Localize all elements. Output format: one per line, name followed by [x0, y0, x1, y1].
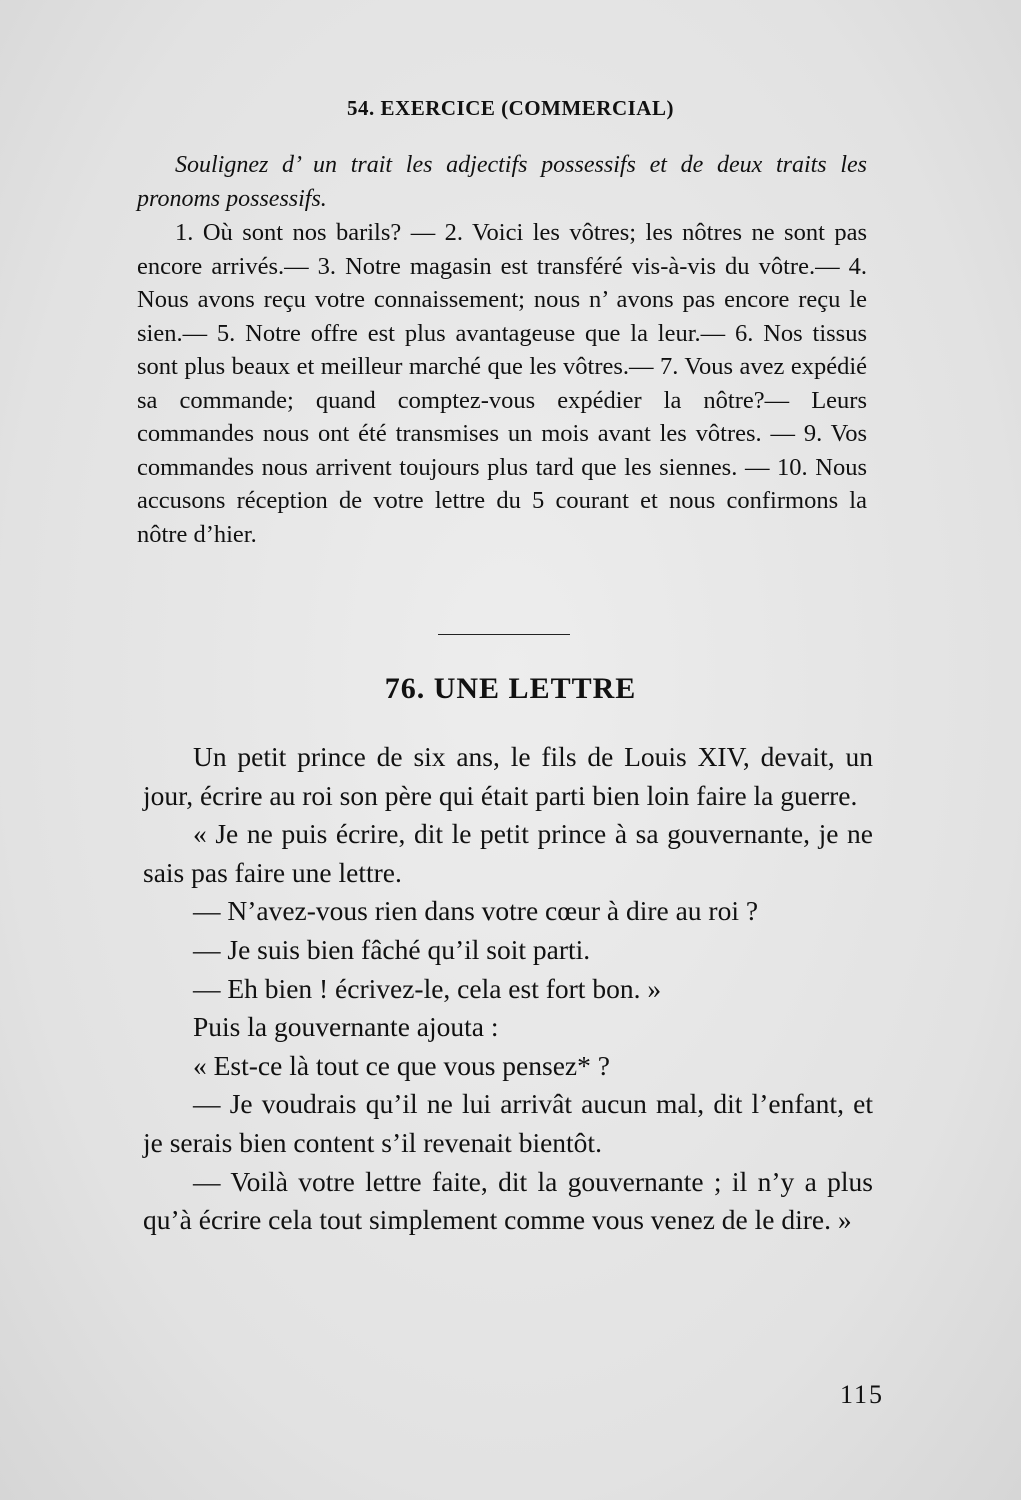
story-paragraph: — Eh bien ! écrivez-le, cela est fort bon. » [193, 972, 662, 1004]
exercise-title: 54. EXERCICE (COMMERCIAL) [347, 96, 674, 120]
story-title: 76. UNE LETTRE [384, 672, 637, 705]
story-paragraph: « Je ne puis écrire, dit le petit prince à sa gouvernante, je ne sais pas faire une lettre. [143, 818, 873, 888]
exercise-body [137, 216, 867, 551]
section-divider [438, 634, 570, 635]
story-paragraph: — Je voudrais qu’il ne lui arrivât aucun mal, dit l’enfant, et je serais bien content s’il revenait bientôt. [143, 1088, 873, 1158]
story-paragraph: Un petit prince de six ans, le fils de Louis XIV, devait, un jour, écrire au roi son père qui était parti bien loin faire la guerre. [143, 741, 873, 811]
story-body [143, 738, 873, 1240]
story-paragraph: — N’avez-vous rien dans votre cœur à dire au roi ? [193, 895, 759, 927]
page-number: 115 [840, 1380, 885, 1409]
exercise-instruction [137, 148, 867, 216]
story-paragraph: Puis la gouvernante ajouta : [193, 1011, 499, 1043]
story-paragraph: « Est-ce là tout ce que vous pensez* ? [193, 1049, 610, 1081]
story-paragraph: — Voilà votre lettre faite, dit la gouvernante ; il n’y a plus qu’à écrire cela tout simplement comme vous venez de le dire. » [143, 1165, 873, 1236]
instruction-text: Soulignez d’ un trait les adjectifs possessifs et de deux traits les pronoms possessifs. [137, 152, 867, 212]
exercise-text: 1. Où sont nos barils? — 2. Voici les vôtres; les nôtres ne sont pas encore arrivés.— 3. Notre magasin est transféré vis-à-vis du vôtre.— 4. Nous avons reçu votre connaissement; nous n’ avons pas encore reçu le sien.— 5. Notre offre est plus avantageuse que la leur.— 6. Nos tissus sont plus beaux et meilleur marché que les vôtres.— 7. Vous avez expédié sa commande; quand comptez-vous expédier la nôtre?— Leurs commandes nous ont été transmises un mois avant les vôtres. — 9. Vos commandes nous arrivent toujours plus tard que les siennes. — 10. Nous accusons réception de votre lettre du 5 courant et nous confirmons la nôtre d’hier. [137, 219, 867, 548]
story-paragraph: — Je suis bien fâché qu’il soit parti. [193, 933, 591, 965]
